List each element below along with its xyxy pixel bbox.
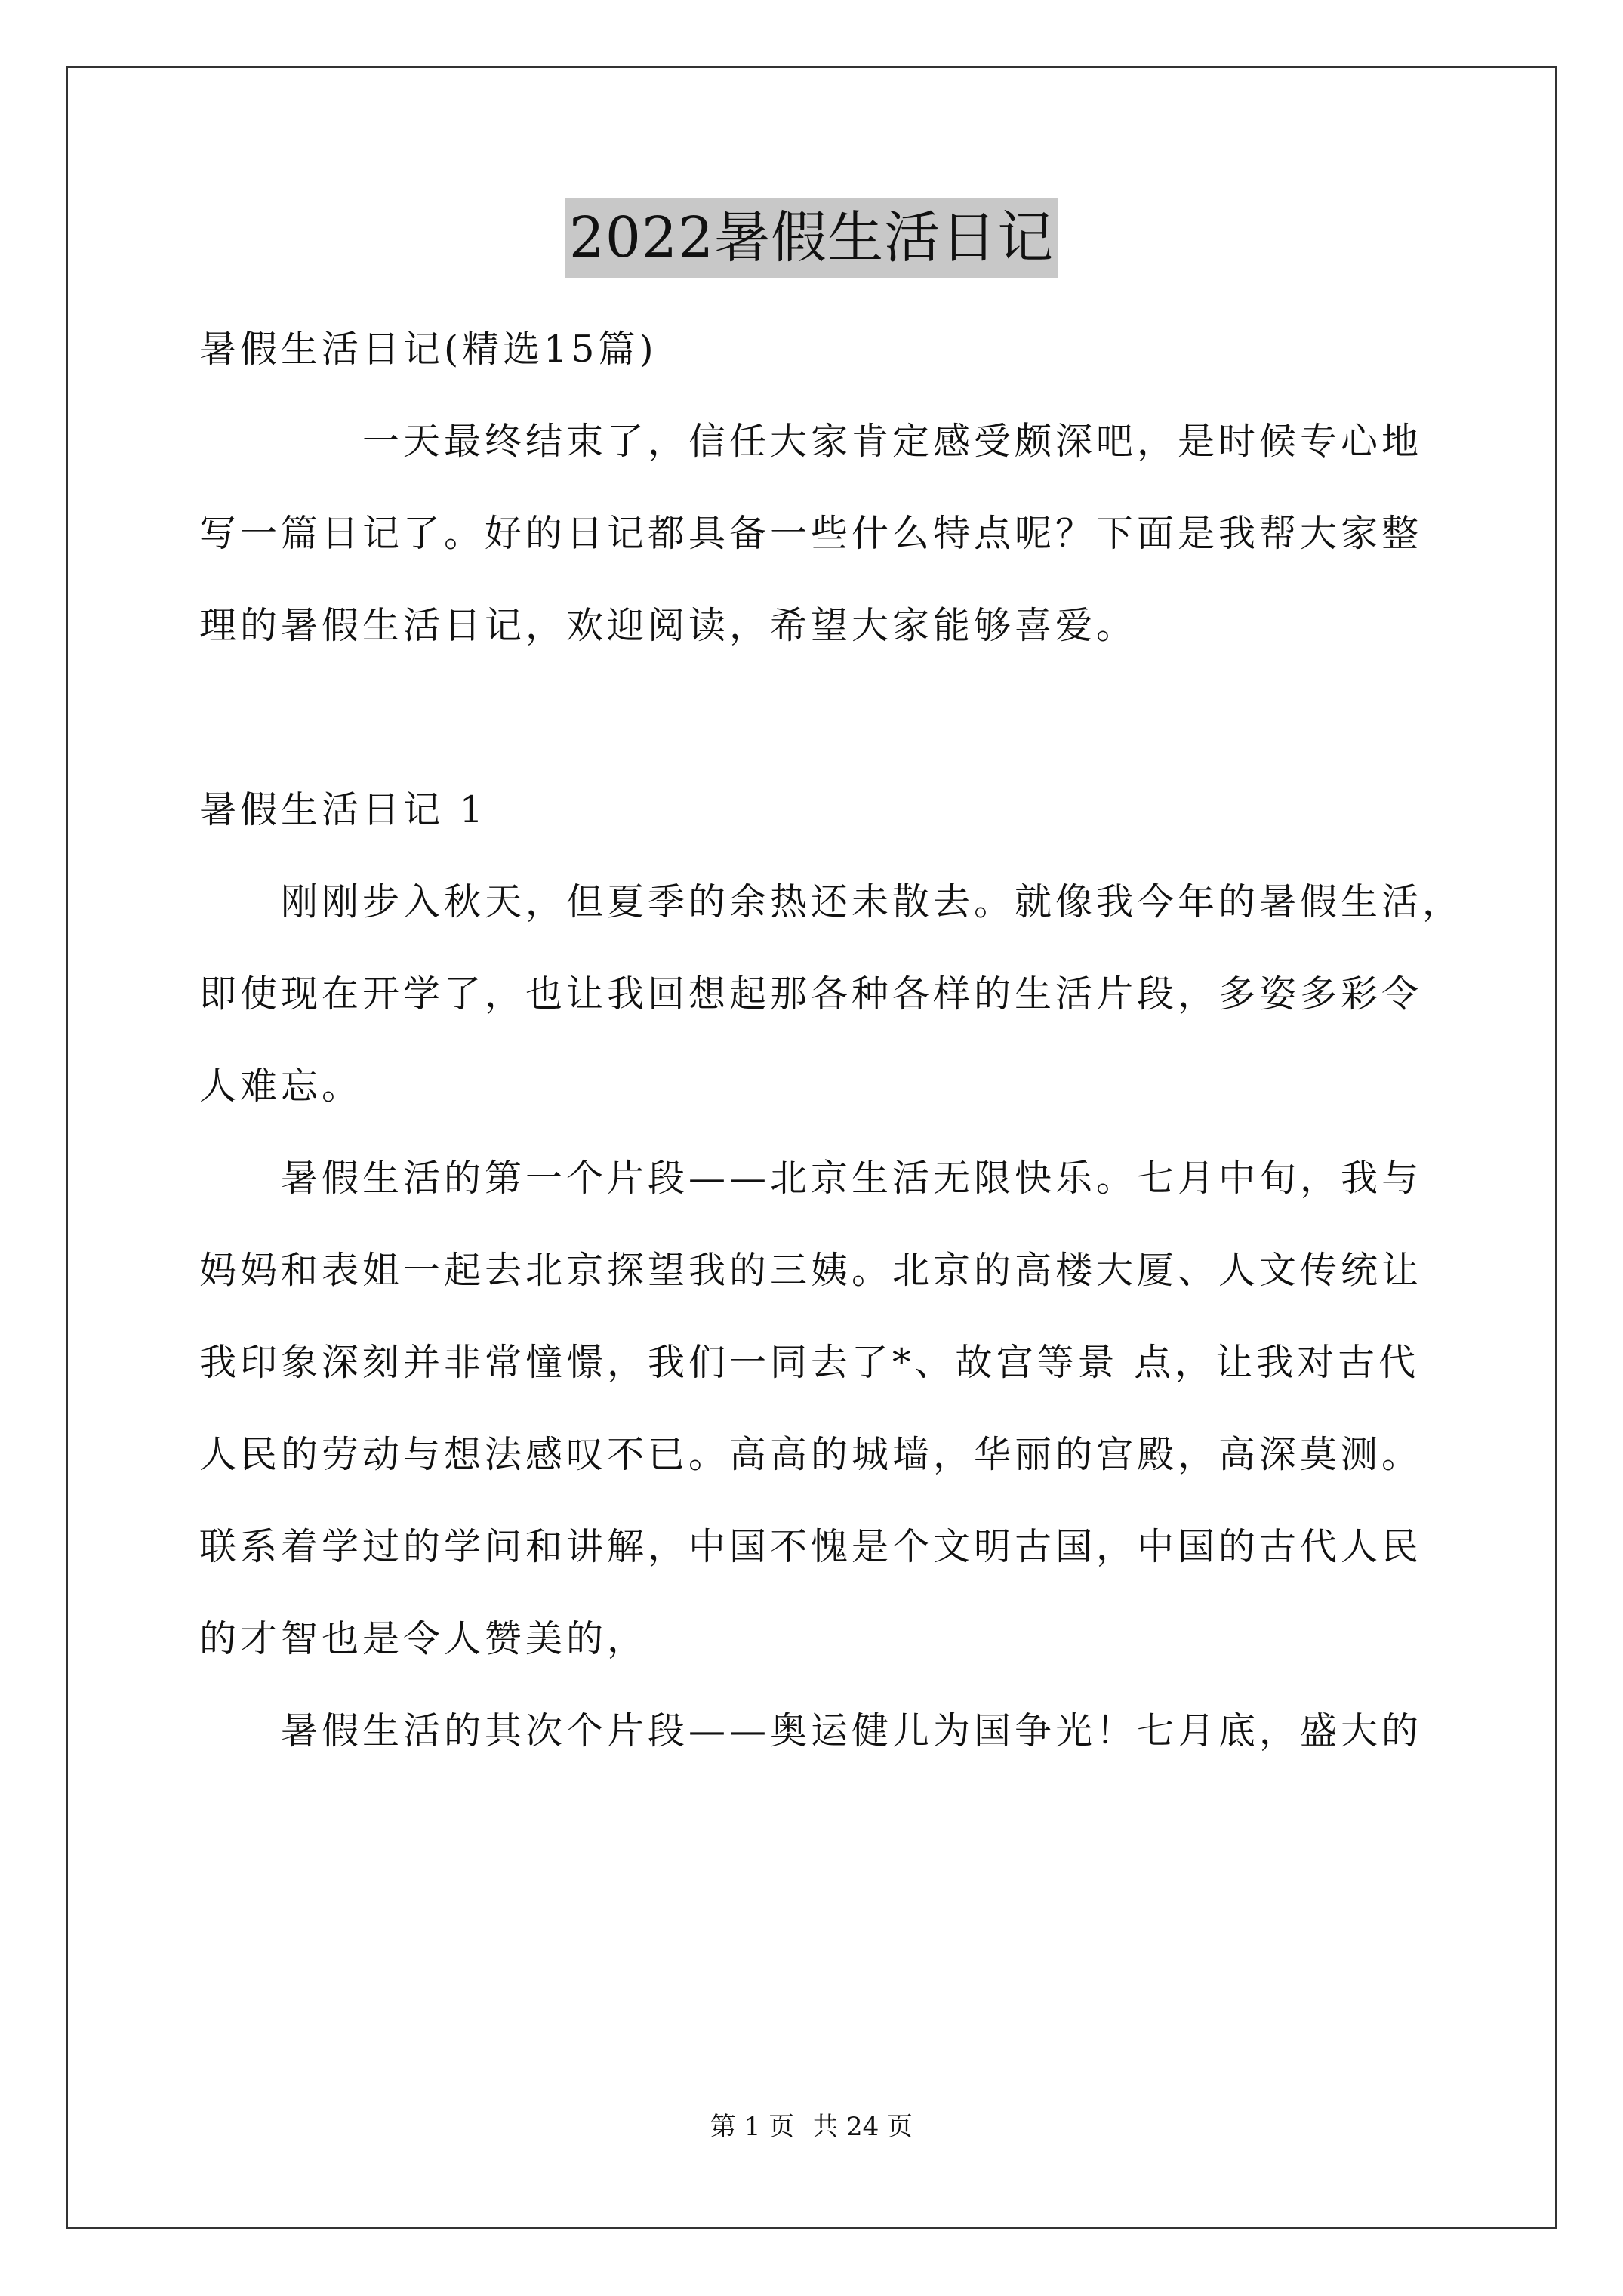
page-total: 共 24 页: [812, 2112, 913, 2142]
intro-line: 一天最终结束了，信任大家肯定感受颇深吧，是时候专心地: [362, 420, 1423, 463]
paragraph-line: 刚刚步入秋天，但夏季的余热还未散去。就像我今年的暑假生活，: [281, 880, 1464, 923]
paragraph-line: 暑假生活的第一个片段——北京生活无限快乐。七月中旬，我与: [281, 1157, 1423, 1200]
section-heading: 暑假生活日记 1: [199, 788, 487, 831]
paragraph-line: 联系着学过的学问和讲解，中国不愧是个文明古国，中国的古代人民: [199, 1525, 1423, 1568]
intro-line: 写一篇日记了。好的日记都具备一些什么特点呢？下面是我帮大家整: [199, 512, 1423, 555]
page-footer: [0, 2110, 1623, 2143]
paragraph-line: 妈妈和表姐一起去北京探望我的三姨。北京的高楼大厦、人文传统让: [199, 1249, 1423, 1292]
document-body: [199, 304, 1464, 1777]
paragraph-line: 即使现在开学了，也让我回想起那各种各样的生活片段，多姿多彩令: [199, 972, 1423, 1015]
paragraph-line: 的才智也是令人赞美的，: [199, 1617, 648, 1660]
paragraph-line: 人民的劳动与想法感叹不已。高高的城墙，华丽的宫殿，高深莫测。: [199, 1433, 1423, 1476]
subtitle: 暑假生活日记(精选15篇): [199, 328, 658, 371]
page-number: 第 1 页: [710, 2112, 795, 2142]
document-title: 2022暑假生活日记: [565, 198, 1058, 278]
intro-line: 理的暑假生活日记，欢迎阅读，希望大家能够喜爱。: [199, 604, 1138, 647]
paragraph-line: 我印象深刻并非常憧憬，我们一同去了*、故宫等景 点，让我对古代: [199, 1341, 1420, 1384]
section-heading-row: [199, 672, 1430, 856]
paragraph-line: 人难忘。: [199, 1065, 363, 1108]
paragraph-line: 暑假生活的其次个片段——奥运健儿为国争光！七月底，盛大的: [281, 1709, 1423, 1752]
title-wrap: [0, 198, 1623, 278]
